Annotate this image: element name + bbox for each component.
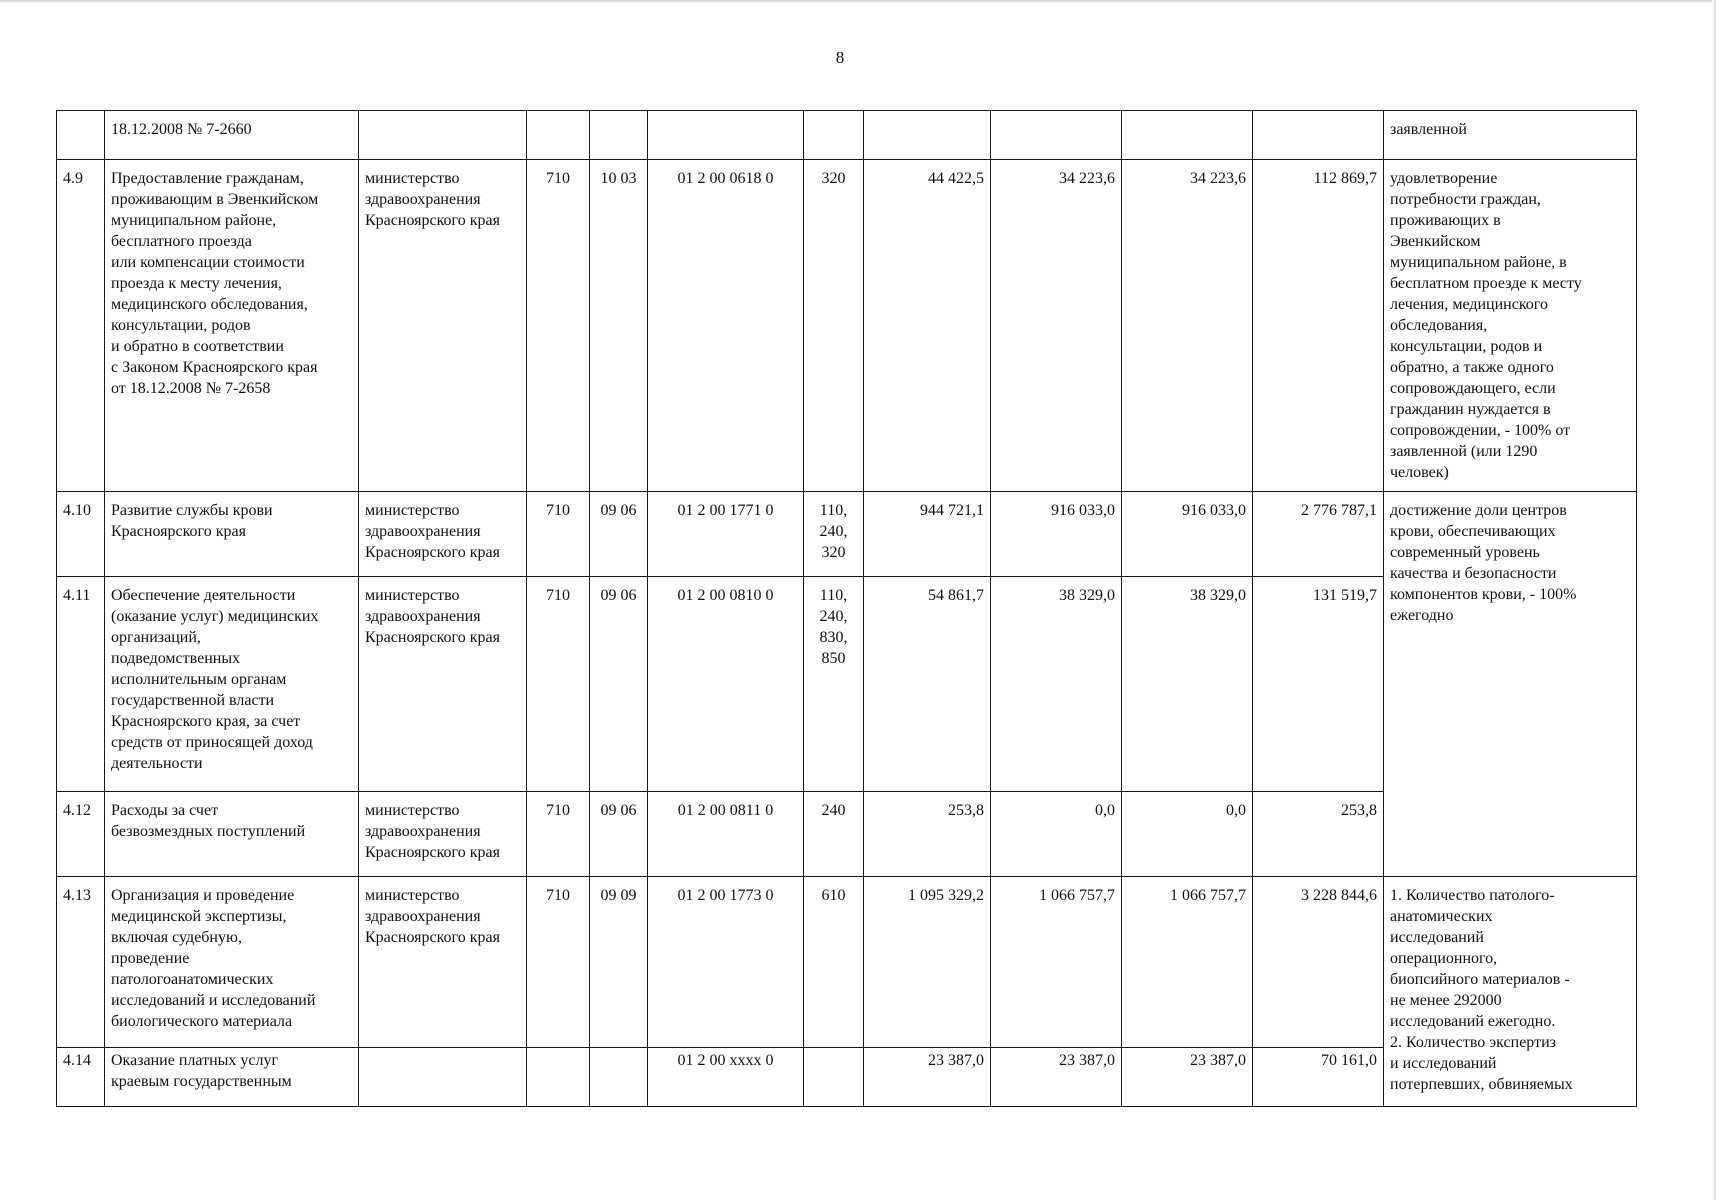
expense-type-code: 320 (804, 160, 864, 492)
activity-name: 18.12.2008 № 7-2660 (105, 111, 359, 160)
total-amount: 2 776 787,1 (1253, 492, 1384, 577)
row-number: 4.11 (57, 577, 105, 792)
row-number: 4.9 (57, 160, 105, 492)
year1-amount (864, 111, 991, 160)
scan-edge-top (0, 0, 1716, 3)
activity-name: Организация и проведение медицинской экспертизы, включая судебную, проведение патологоанатомических исследований и исследований биологического материала (105, 877, 359, 1048)
activity-name: Предоставление гражданам, проживающим в Эвенкийском муниципальном районе, бесплатного проезда или компенсации стоимости проезда к месту лечения, медицинского обследования, консультации, родов и обратно в соответствии с Законом Красноярского края от 18.12.2008 № 7-2658 (105, 160, 359, 492)
year1-amount: 44 422,5 (864, 160, 991, 492)
section-code (590, 1048, 648, 1107)
year3-amount (1122, 111, 1253, 160)
year1-amount: 253,8 (864, 792, 991, 877)
target-article-code: 01 2 00 1773 0 (648, 877, 804, 1048)
responsible-agency (359, 111, 527, 160)
year2-amount: 1 066 757,7 (991, 877, 1122, 1048)
section-code (590, 111, 648, 160)
expected-result: заявленной (1384, 111, 1637, 160)
section-code: 09 06 (590, 577, 648, 792)
year2-amount: 0,0 (991, 792, 1122, 877)
section-code: 09 09 (590, 877, 648, 1048)
activity-name: Развитие службы крови Красноярского края (105, 492, 359, 577)
table-row (57, 492, 1637, 577)
activity-name: Оказание платных услуг краевым государственным (105, 1048, 359, 1107)
section-code: 10 03 (590, 160, 648, 492)
row-number (57, 111, 105, 160)
responsible-agency: министерство здравоохранения Красноярского края (359, 492, 527, 577)
year3-amount: 34 223,6 (1122, 160, 1253, 492)
section-code: 09 06 (590, 492, 648, 577)
budget-table (56, 110, 1637, 1107)
year1-amount: 54 861,7 (864, 577, 991, 792)
total-amount: 3 228 844,6 (1253, 877, 1384, 1048)
grbs-code (527, 111, 590, 160)
total-amount: 70 161,0 (1253, 1048, 1384, 1107)
year3-amount: 916 033,0 (1122, 492, 1253, 577)
total-amount (1253, 111, 1384, 160)
target-article-code: 01 2 00 xxxx 0 (648, 1048, 804, 1107)
year2-amount: 34 223,6 (991, 160, 1122, 492)
expense-type-code: 110, 240, 320 (804, 492, 864, 577)
row-number: 4.12 (57, 792, 105, 877)
total-amount: 131 519,7 (1253, 577, 1384, 792)
responsible-agency: министерство здравоохранения Красноярского края (359, 792, 527, 877)
year2-amount: 38 329,0 (991, 577, 1122, 792)
expense-type-code: 610 (804, 877, 864, 1048)
expected-result: 1. Количество патолого- анатомических исследований операционного, биопсийного материалов - не менее 292000 исследований ежегодно. 2. Количество экспертиз и исследований потерпевших, обвиняемых (1384, 877, 1637, 1107)
year3-amount: 23 387,0 (1122, 1048, 1253, 1107)
row-number: 4.10 (57, 492, 105, 577)
target-article-code: 01 2 00 0811 0 (648, 792, 804, 877)
section-code: 09 06 (590, 792, 648, 877)
year1-amount: 944 721,1 (864, 492, 991, 577)
target-article-code: 01 2 00 0618 0 (648, 160, 804, 492)
responsible-agency: министерство здравоохранения Красноярского края (359, 160, 527, 492)
page-number: 8 (835, 48, 845, 67)
table-row (57, 160, 1637, 492)
grbs-code: 710 (527, 877, 590, 1048)
year1-amount: 1 095 329,2 (864, 877, 991, 1048)
grbs-code: 710 (527, 577, 590, 792)
year3-amount: 1 066 757,7 (1122, 877, 1253, 1048)
grbs-code: 710 (527, 160, 590, 492)
target-article-code: 01 2 00 1771 0 (648, 492, 804, 577)
grbs-code: 710 (527, 492, 590, 577)
grbs-code: 710 (527, 792, 590, 877)
row-number: 4.13 (57, 877, 105, 1048)
total-amount: 112 869,7 (1253, 160, 1384, 492)
expense-type-code (804, 111, 864, 160)
grbs-code (527, 1048, 590, 1107)
table-row (57, 111, 1637, 160)
responsible-agency: министерство здравоохранения Красноярского края (359, 577, 527, 792)
responsible-agency: министерство здравоохранения Красноярского края (359, 877, 527, 1048)
target-article-code (648, 111, 804, 160)
year2-amount: 916 033,0 (991, 492, 1122, 577)
expense-type-code: 240 (804, 792, 864, 877)
total-amount: 253,8 (1253, 792, 1384, 877)
activity-name: Расходы за счет безвозмездных поступлений (105, 792, 359, 877)
table-row (57, 877, 1637, 1048)
year3-amount: 0,0 (1122, 792, 1253, 877)
expected-result: удовлетворение потребности граждан, проживающих в Эвенкийском муниципальном районе, в бесплатном проезде к месту лечения, медицинского обследования, консультации, родов и обратно, а также одного сопровождающего, если гражданин нуждается в сопровождении, - 100% от заявленной (или 1290 человек) (1384, 160, 1637, 492)
expense-type-code: 110, 240, 830, 850 (804, 577, 864, 792)
target-article-code: 01 2 00 0810 0 (648, 577, 804, 792)
year2-amount: 23 387,0 (991, 1048, 1122, 1107)
scan-edge-right (1712, 0, 1716, 1200)
year1-amount: 23 387,0 (864, 1048, 991, 1107)
responsible-agency (359, 1048, 527, 1107)
year2-amount (991, 111, 1122, 160)
row-number: 4.14 (57, 1048, 105, 1107)
year3-amount: 38 329,0 (1122, 577, 1253, 792)
activity-name: Обеспечение деятельности (оказание услуг) медицинских организаций, подведомственных исполнительным органам государственной власти Красноярского края, за счет средств от приносящей доход деятельности (105, 577, 359, 792)
expense-type-code (804, 1048, 864, 1107)
expected-result: достижение доли центров крови, обеспечивающих современный уровень качества и безопасности компонентов крови, - 100% ежегодно (1384, 492, 1637, 877)
